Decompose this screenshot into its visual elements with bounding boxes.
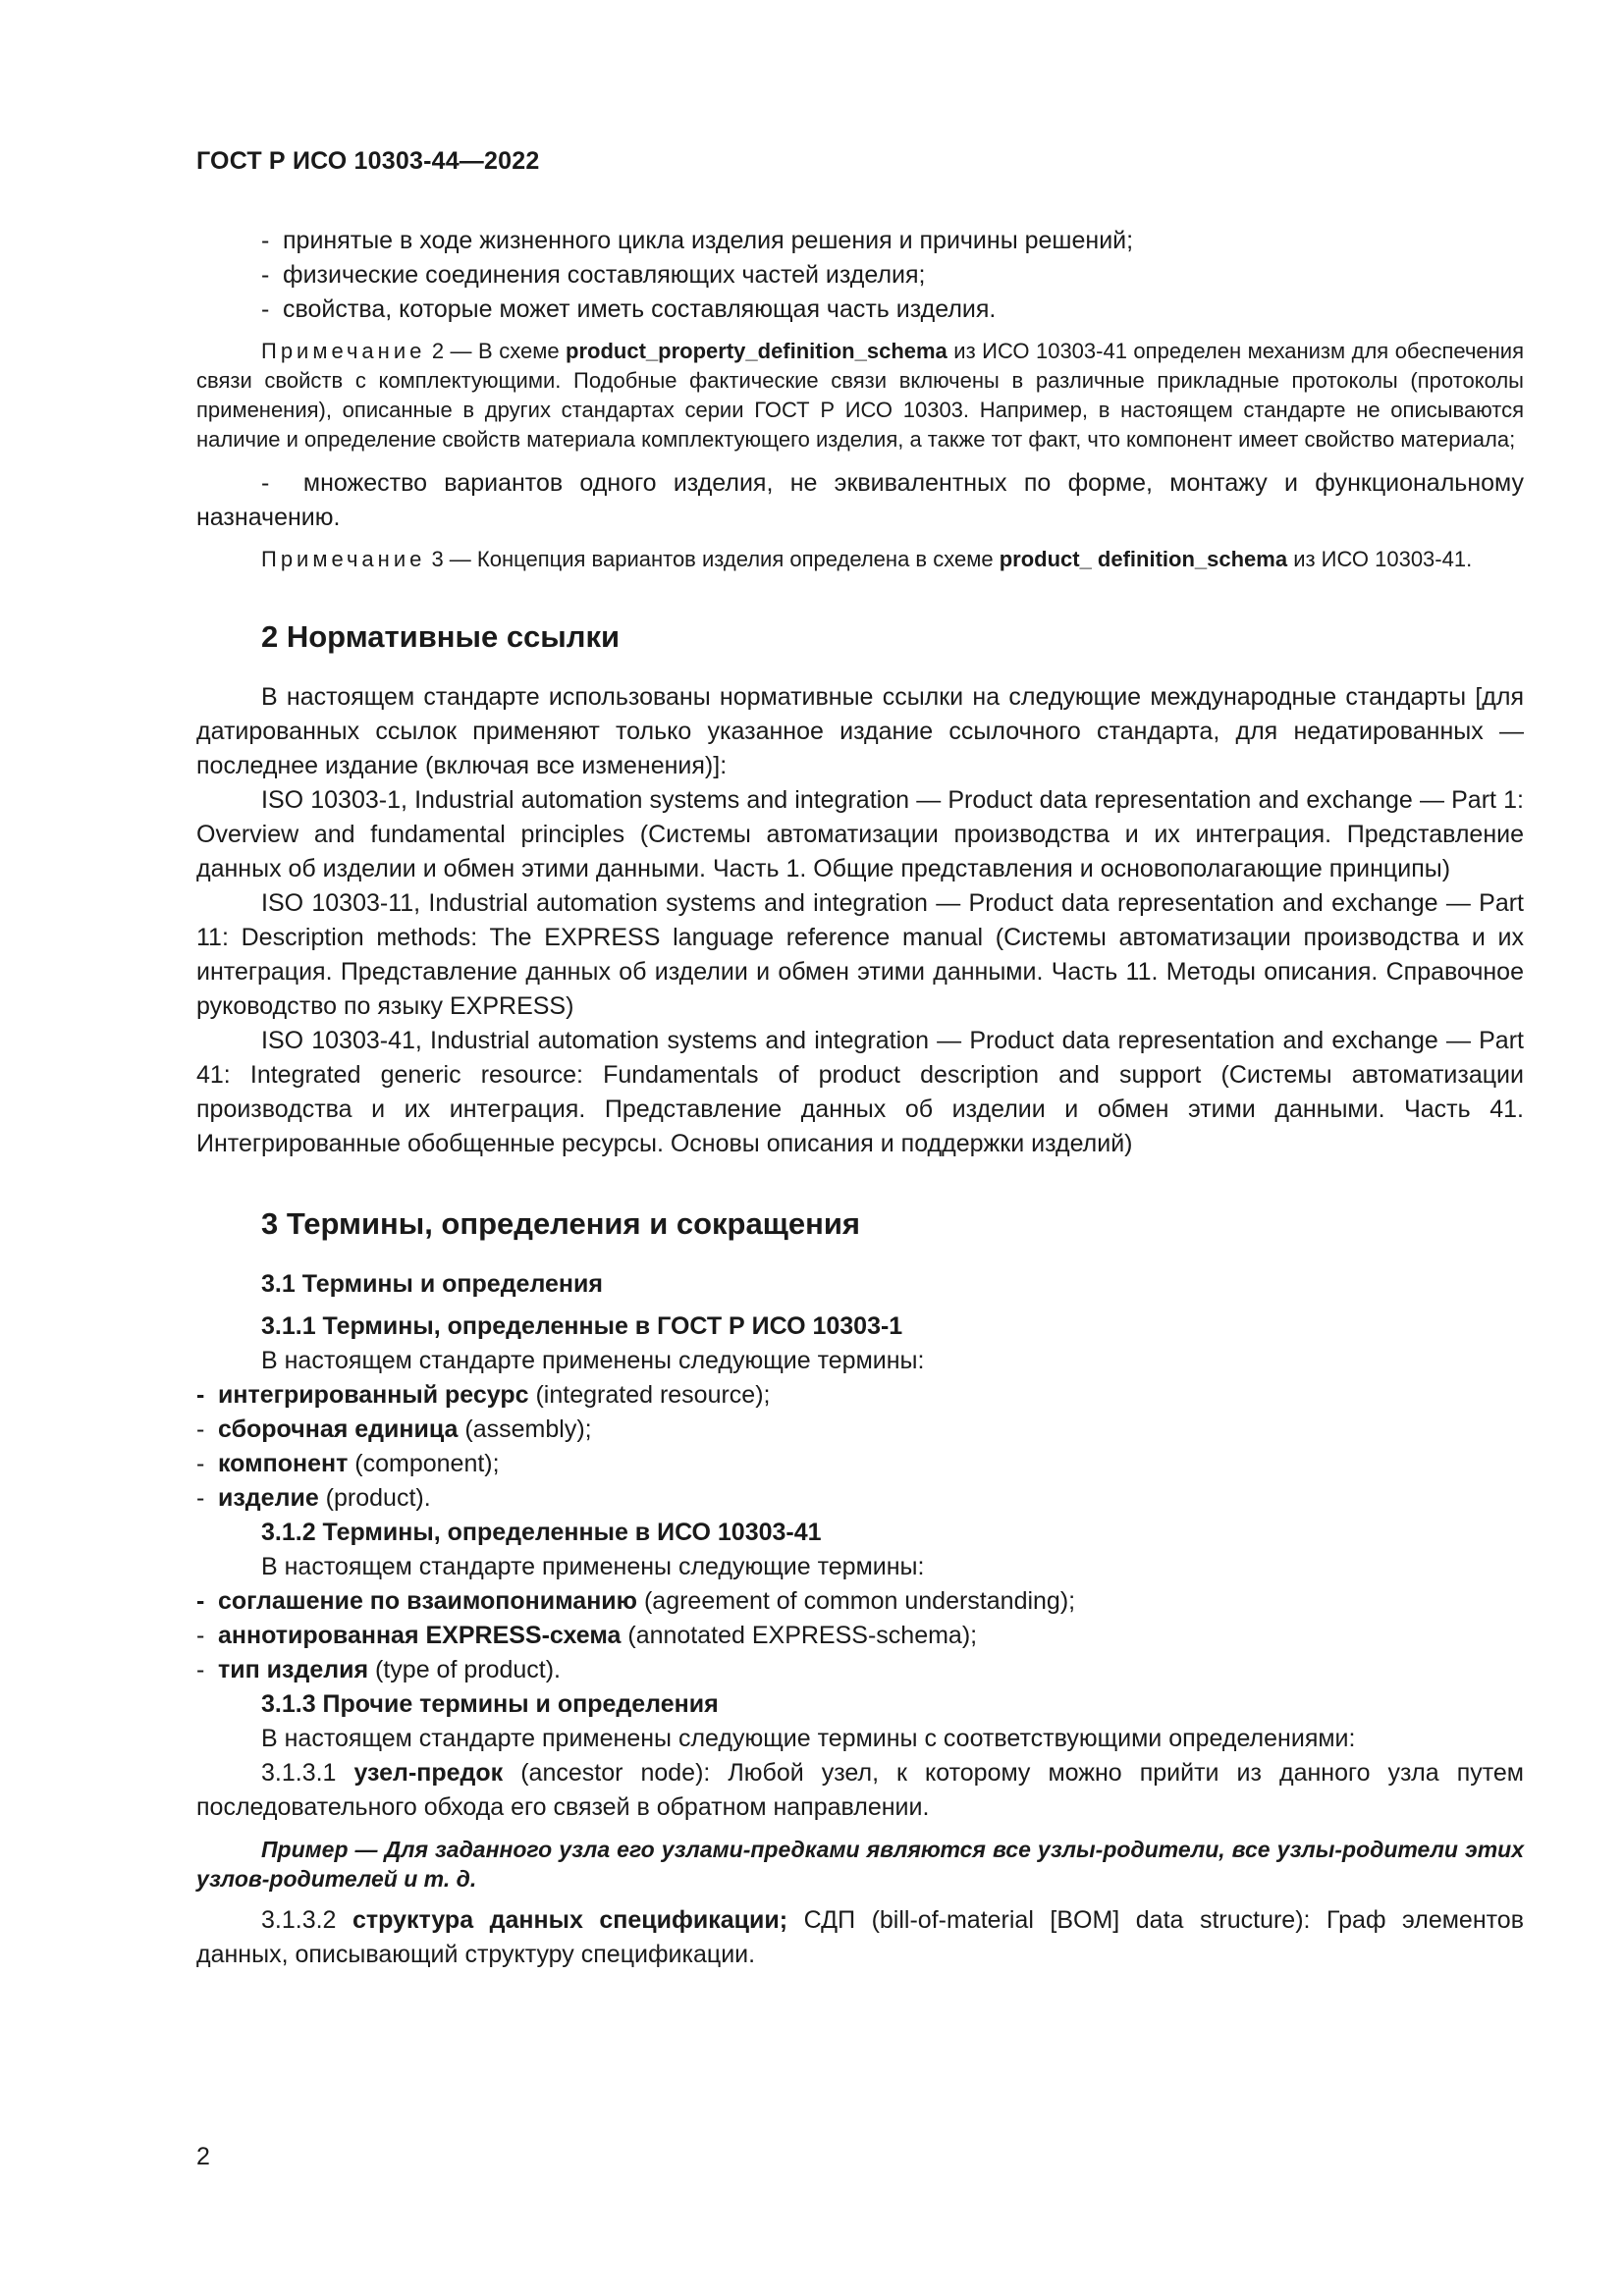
reference-item: ISO 10303-11, Industrial automation systems and integration — Product data representation and exchange — Part 11: Description methods: The EXPRESS language reference manual (Системы автоматизации производства и их интеграция. Представление данных об изделии и обмен этими данными. Часть 11. Методы описания. Справочное руководство по языку EXPRESS) <box>196 889 1524 1020</box>
term-item: - сборочная единица (assembly); <box>196 1415 592 1443</box>
definition-3-1-3-1: 3.1.3.1 узел-предок (ancestor node): Любой узел, к которому можно прийти из данного узла путем последовательного обхода его связей в обратном направлении. <box>196 1759 1524 1821</box>
note-3: Примечание 3 — Концепция вариантов изделия определена в схеме product_ definition_schema из ИСО 10303-41. <box>261 547 1473 571</box>
page-number: 2 <box>196 2143 210 2170</box>
term-item: - компонент (component); <box>196 1450 500 1477</box>
terms-intro: В настоящем стандарте применены следующие термины: <box>261 1347 925 1374</box>
subsection-3-1-title: 3.1 Термины и определения <box>261 1270 603 1298</box>
term-item: - соглашение по взаимопониманию (agreement of common understanding); <box>196 1587 1076 1615</box>
intro-list <box>196 224 1524 327</box>
list-item: - принятые в ходе жизненного цикла изделия решения и причины решений; <box>261 227 1134 254</box>
term-item: - изделие (product). <box>196 1484 431 1512</box>
document-header: ГОСТ Р ИСО 10303-44—2022 <box>196 147 540 175</box>
definitions-intro: В настоящем стандарте применены следующие термины с соответствующими определениями: <box>261 1725 1356 1752</box>
section-2-intro: В настоящем стандарте использованы нормативные ссылки на следующие международные стандарты [для датированных ссылок применяют только указанное издание ссылочного стандарта, для недатированных — последнее издание (включая все изменения)]: <box>196 683 1524 779</box>
page-content <box>196 224 1524 1972</box>
subsection-3-1-1-title: 3.1.1 Термины, определенные в ГОСТ Р ИСО 10303-1 <box>261 1312 903 1340</box>
term-item: - тип изделия (type of product). <box>196 1656 562 1683</box>
subsection-3-1-2-title: 3.1.2 Термины, определенные в ИСО 10303-41 <box>261 1519 822 1546</box>
list-item: - свойства, которые может иметь составляющая часть изделия. <box>261 295 997 323</box>
term-item: - аннотированная EXPRESS-схема (annotated EXPRESS-schema); <box>196 1622 978 1649</box>
section-2-title: 2 Нормативные ссылки <box>261 619 621 654</box>
note-2: Примечание 2 — В схеме product_property_definition_schema из ИСО 10303-41 определен механизм для обеспечения связи свойств с комплектующими. Подобные фактические связи включены в различные прикладные протоколы (протоколы применения), описанные в других стандартах серии ГОСТ Р ИСО 10303. Например, в настоящем стандарте не описываются наличие и определение свойств материала комплектующего изделия, а также тот факт, что компонент имеет свойство материала; <box>196 339 1524 452</box>
term-item: - интегрированный ресурс (integrated resource); <box>196 1381 771 1409</box>
reference-item: ISO 10303-1, Industrial automation systems and integration — Product data representation and exchange — Part 1: Overview and fundamental principles (Системы автоматизации производства и их интеграция. Представление данных об изделии и обмен этими данными. Часть 1. Общие представления и основополагающие принципы) <box>196 786 1524 882</box>
terms-list-311 <box>196 1378 1524 1516</box>
definition-3-1-3-2: 3.1.3.2 структура данных спецификации; СДП (bill-of-material [BOM] data structure): Граф элементов данных, описывающий структуру спецификации. <box>196 1906 1524 1968</box>
variants-item: - множество вариантов одного изделия, не эквивалентных по форме, монтажу и функциональному назначению. <box>196 469 1525 531</box>
terms-list-312 <box>196 1584 1524 1687</box>
reference-item: ISO 10303-41, Industrial automation systems and integration — Product data representation and exchange — Part 41: Integrated generic resource: Fundamentals of product description and support (Системы автоматизации производства и их интеграция. Представление данных об изделии и обмен этими данными. Часть 41. Интегрированные обобщенные ресурсы. Основы описания и поддержки изделий) <box>196 1027 1524 1157</box>
terms-intro: В настоящем стандарте применены следующие термины: <box>261 1553 925 1580</box>
list-item: - физические соединения составляющих частей изделия; <box>261 261 926 289</box>
subsection-3-1-3-title: 3.1.3 Прочие термины и определения <box>261 1690 719 1718</box>
example-text: Пример — Для заданного узла его узлами-предками являются все узлы-родители, все узлы-родители этих узлов-родителей и т. д. <box>196 1837 1524 1892</box>
section-3-title: 3 Термины, определения и сокращения <box>261 1206 860 1241</box>
